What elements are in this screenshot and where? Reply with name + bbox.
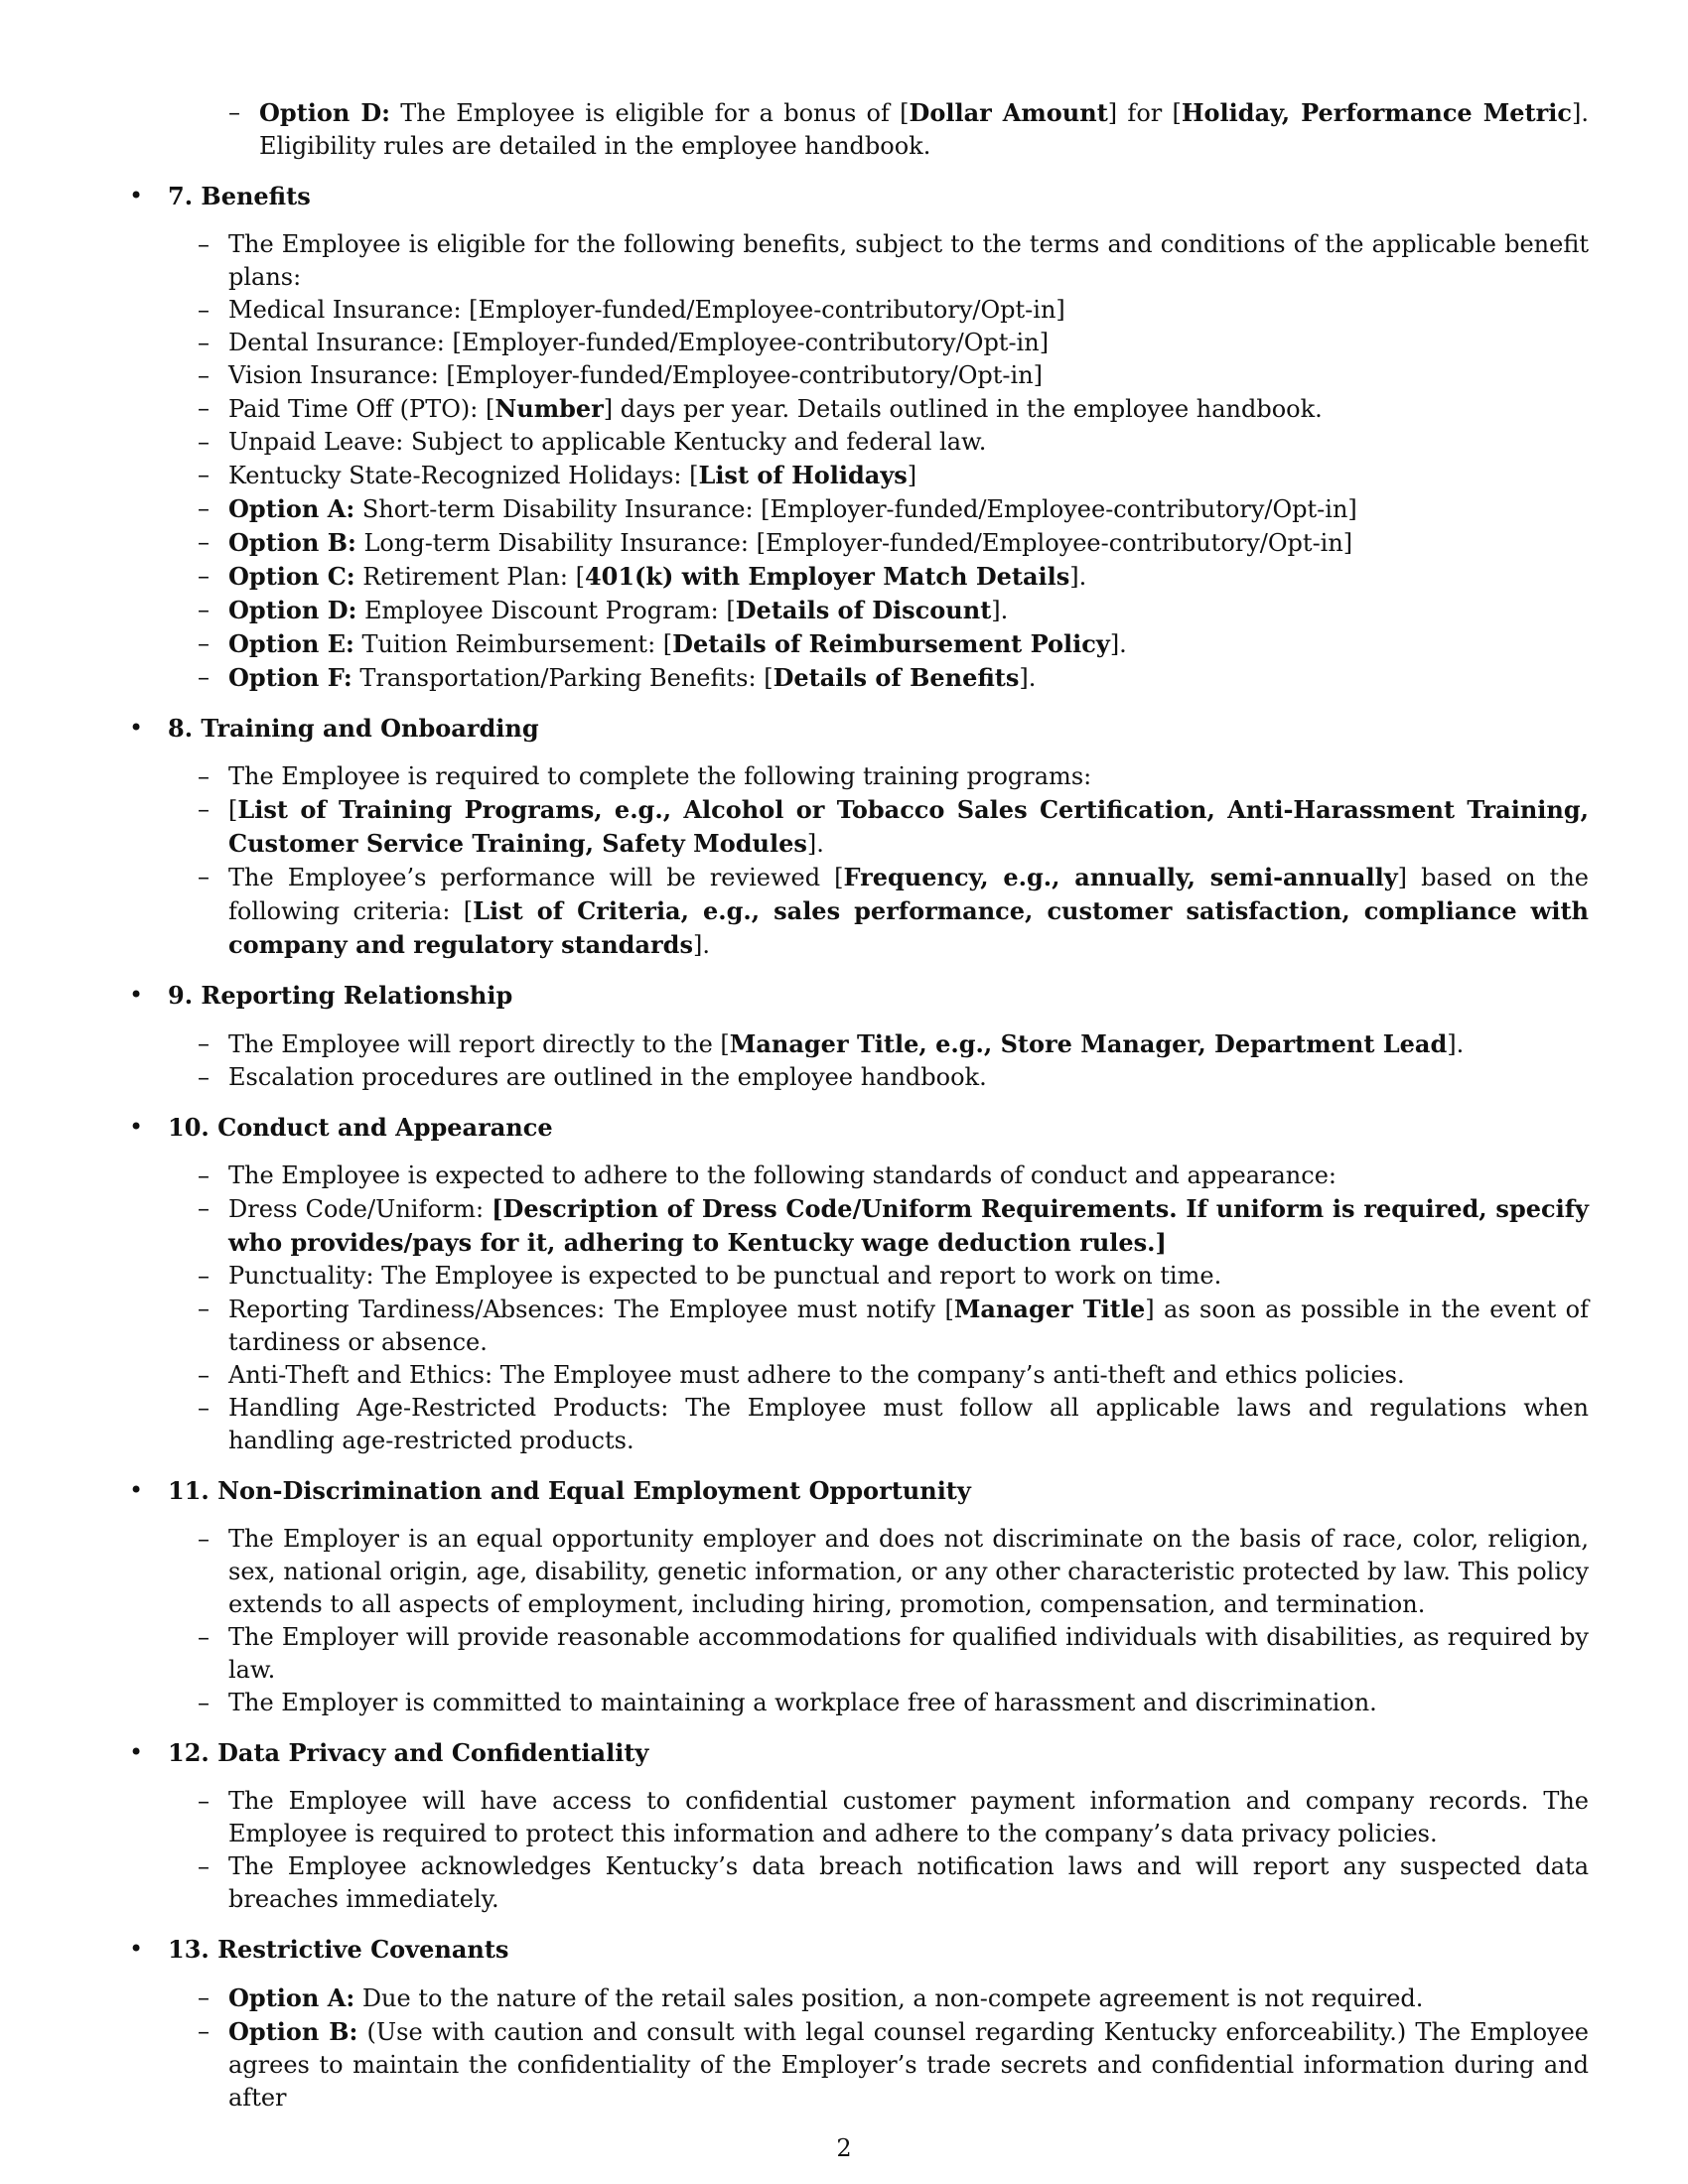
dash-marker: – xyxy=(198,2017,210,2045)
dash-marker: – xyxy=(198,1361,210,1389)
list-item-text xyxy=(228,861,1589,962)
bullet-marker: • xyxy=(129,1113,144,1141)
dash-marker: – xyxy=(198,494,210,522)
list-item-text xyxy=(228,426,1589,459)
text-run: Paid Time Off (PTO): [ xyxy=(228,395,495,423)
text-run: Transportation/Parking Benefits: [ xyxy=(352,664,774,692)
list-item-text xyxy=(228,526,1589,560)
text-run: Reporting Tardiness/Absences: The Employee must notify [ xyxy=(228,1296,954,1323)
list-item xyxy=(198,1061,1589,1094)
section-heading xyxy=(129,1933,1589,1966)
text-run: Kentucky State-Recognized Holidays: [ xyxy=(228,462,699,489)
text-run: Unpaid Leave: Subject to applicable Kentucky and federal law. xyxy=(228,428,987,456)
dash-marker: – xyxy=(198,1063,210,1091)
dash-marker: – xyxy=(198,629,210,657)
list-item-text xyxy=(228,327,1589,359)
bold-text-run: Option F: xyxy=(228,663,352,692)
bold-text-run: Option E: xyxy=(228,629,354,658)
list-item-text xyxy=(228,1192,1589,1260)
dash-marker: – xyxy=(198,528,210,556)
bold-text-run: Number xyxy=(494,394,604,423)
dash-marker: – xyxy=(198,762,210,790)
section-heading-text: 10. Conduct and Appearance xyxy=(168,1113,553,1142)
text-run: [ xyxy=(228,796,238,824)
text-run: The Employee’s performance will be reviewed [ xyxy=(228,864,844,891)
list-item xyxy=(198,1850,1589,1916)
list-item xyxy=(198,2015,1589,2115)
list-item xyxy=(198,526,1589,560)
section-heading xyxy=(129,979,1589,1012)
section-item-list xyxy=(198,1027,1589,1094)
bold-text-run: Details of Discount xyxy=(735,596,992,624)
section-heading-text: 9. Reporting Relationship xyxy=(168,981,513,1010)
list-item xyxy=(198,594,1589,627)
text-run: ] days per year. Details outlined in the employee handbook. xyxy=(603,395,1323,423)
bullet-marker: • xyxy=(129,182,144,209)
list-item-text xyxy=(228,1027,1589,1061)
section-item-list xyxy=(198,760,1589,962)
dash-marker: – xyxy=(198,230,210,258)
list-item-text xyxy=(228,560,1589,594)
list-item xyxy=(198,1293,1589,1359)
list-item xyxy=(198,1392,1589,1457)
bold-text-run: Option B: xyxy=(228,528,356,557)
list-item-text xyxy=(228,2015,1589,2115)
section-heading-text: 7. Benefits xyxy=(168,182,311,210)
section-heading xyxy=(129,180,1589,212)
list-item-text xyxy=(228,459,1589,492)
list-item xyxy=(198,1621,1589,1687)
list-item xyxy=(198,861,1589,962)
text-run: Handling Age-Restricted Products: The Employee must follow all applicable laws and regulations when handling age-restricted products. xyxy=(228,1394,1589,1454)
text-run: Punctuality: The Employee is expected to be punctual and report to work on time. xyxy=(228,1262,1222,1290)
continued-option-item xyxy=(228,96,1589,163)
list-item-text xyxy=(228,1850,1589,1916)
section-heading-text: 8. Training and Onboarding xyxy=(168,714,539,743)
bullet-marker: • xyxy=(129,1935,144,1963)
text-run: ] for [ xyxy=(1107,99,1182,127)
text-run: Tuition Reimbursement: [ xyxy=(353,630,673,658)
section-heading xyxy=(129,712,1589,745)
text-run: ]. xyxy=(1447,1030,1465,1058)
list-item-text xyxy=(228,1981,1589,2015)
section xyxy=(129,979,1589,1094)
list-item xyxy=(198,492,1589,526)
dash-marker: – xyxy=(198,1161,210,1189)
section-item-list xyxy=(198,1785,1589,1916)
list-item-text xyxy=(228,760,1589,793)
text-run: ]. xyxy=(991,597,1009,624)
section-item-list xyxy=(198,1523,1589,1719)
list-item xyxy=(198,793,1589,861)
page-number: 2 xyxy=(836,2134,852,2162)
text-run: The Employer will provide reasonable accommodations for qualified individuals with disabilities, as required by law. xyxy=(228,1623,1589,1684)
bold-text-run: Dollar Amount xyxy=(909,98,1108,127)
sections-list xyxy=(129,180,1589,2115)
text-run: ] based on the following criteria: [ xyxy=(228,864,1589,925)
list-item xyxy=(198,294,1589,327)
text-run: ]. Eligibility rules are detailed in the employee handbook. xyxy=(259,99,1589,160)
dash-marker: – xyxy=(198,562,210,590)
list-item-text xyxy=(228,627,1589,661)
page-content xyxy=(129,96,1589,2115)
text-run: Retirement Plan: [ xyxy=(354,563,585,591)
section-heading xyxy=(129,1474,1589,1507)
list-item-text xyxy=(228,1392,1589,1457)
dash-marker: – xyxy=(198,1394,210,1422)
list-item-text xyxy=(228,661,1589,695)
list-item xyxy=(228,96,1589,163)
dash-marker: – xyxy=(198,361,210,389)
dash-marker: – xyxy=(198,863,210,890)
list-item-text xyxy=(228,1359,1589,1392)
section xyxy=(129,1474,1589,1719)
dash-marker: – xyxy=(198,1852,210,1880)
section-heading xyxy=(129,1736,1589,1769)
list-item xyxy=(198,627,1589,661)
list-item-text xyxy=(228,594,1589,627)
section xyxy=(129,712,1589,962)
list-item-text xyxy=(228,492,1589,526)
list-item xyxy=(198,228,1589,294)
text-run: ]. xyxy=(1019,664,1037,692)
list-item xyxy=(198,1359,1589,1392)
dash-marker: – xyxy=(198,1194,210,1222)
bold-text-run: Option A: xyxy=(228,494,355,523)
bold-text-run: List of Criteria, e.g., sales performance, customer satisfaction, compliance with company and regulatory standards xyxy=(228,896,1589,959)
list-item-text xyxy=(228,392,1589,426)
section-heading-text: 13. Restrictive Covenants xyxy=(168,1935,509,1964)
list-item-text xyxy=(259,96,1589,163)
bold-text-run: Details of Benefits xyxy=(773,663,1020,692)
bold-text-run: Frequency, e.g., annually, semi-annually xyxy=(843,863,1398,891)
text-run: The Employee is eligible for the following benefits, subject to the terms and conditions of the applicable benefit plans: xyxy=(228,230,1589,291)
text-run: Dress Code/Uniform: xyxy=(228,1195,492,1223)
dash-marker: – xyxy=(198,1787,210,1815)
list-item-text xyxy=(228,1160,1589,1192)
text-run: ] as soon as possible in the event of tardiness or absence. xyxy=(228,1296,1589,1356)
bold-text-run: Option D: xyxy=(228,596,357,624)
text-run: Short-term Disability Insurance: [Employer-funded/Employee-contributory/Opt-in] xyxy=(354,495,1357,523)
section-item-list xyxy=(198,1981,1589,2115)
text-run: Dental Insurance: [Employer-funded/Employee-contributory/Opt-in] xyxy=(228,329,1050,356)
bold-text-run: [Description of Dress Code/Uniform Requirements. If uniform is required, specify who provides/pays for it, adhering to Kentucky wage deduction rules.] xyxy=(228,1194,1589,1257)
list-item xyxy=(198,392,1589,426)
dash-marker: – xyxy=(198,1262,210,1290)
text-run: The Employee is expected to adhere to the following standards of conduct and appearance: xyxy=(228,1161,1336,1189)
list-item xyxy=(198,426,1589,459)
list-item-text xyxy=(228,1523,1589,1621)
bold-text-run: Option C: xyxy=(228,562,355,591)
section xyxy=(129,1933,1589,2115)
bold-text-run: Option D: xyxy=(259,98,391,127)
bullet-marker: • xyxy=(129,1476,144,1504)
list-item-text xyxy=(228,793,1589,861)
bold-text-run: Holiday, Performance Metric xyxy=(1181,98,1572,127)
dash-marker: – xyxy=(198,1983,210,2011)
list-item-text xyxy=(228,1621,1589,1687)
dash-marker: – xyxy=(198,1689,210,1716)
list-item-text xyxy=(228,1785,1589,1850)
dash-marker: – xyxy=(198,1029,210,1057)
dash-marker: – xyxy=(198,428,210,456)
bullet-marker: • xyxy=(129,981,144,1009)
section xyxy=(129,180,1589,695)
bold-text-run: List of Training Programs, e.g., Alcohol or Tobacco Sales Certification, Anti-Harassment Training, Customer Service Training, Safety Modules xyxy=(228,795,1589,858)
section-heading-text: 12. Data Privacy and Confidentiality xyxy=(168,1738,649,1767)
text-run: The Employee will report directly to the [ xyxy=(228,1030,730,1058)
list-item-text xyxy=(228,1061,1589,1094)
list-item xyxy=(198,1687,1589,1719)
dash-marker: – xyxy=(198,394,210,422)
list-item xyxy=(198,760,1589,793)
list-item xyxy=(198,1260,1589,1293)
bullet-marker: • xyxy=(129,714,144,742)
dash-marker: – xyxy=(198,1525,210,1553)
list-item xyxy=(198,661,1589,695)
bold-text-run: Details of Reimbursement Policy xyxy=(672,629,1110,658)
dash-marker: – xyxy=(228,98,240,126)
text-run: The Employee is eligible for a bonus of [ xyxy=(390,99,910,127)
section-heading xyxy=(129,1111,1589,1144)
text-run: Anti-Theft and Ethics: The Employee must adhere to the company’s anti-theft and ethics policies. xyxy=(228,1361,1405,1389)
text-run: Escalation procedures are outlined in the employee handbook. xyxy=(228,1063,987,1091)
dash-marker: – xyxy=(198,663,210,691)
list-item xyxy=(198,1981,1589,2015)
text-run: The Employee will have access to confidential customer payment information and company records. The Employee is required to protect this information and adhere to the company’s data privacy policies. xyxy=(228,1787,1589,1847)
bullet-marker: • xyxy=(129,1738,144,1766)
bold-text-run: Manager Title, e.g., Store Manager, Department Lead xyxy=(729,1029,1448,1058)
dash-marker: – xyxy=(198,461,210,488)
section xyxy=(129,1111,1589,1457)
list-item xyxy=(198,327,1589,359)
bold-text-run: Option A: xyxy=(228,1983,355,2012)
section-item-list xyxy=(198,1160,1589,1457)
text-run: Due to the nature of the retail sales position, a non-compete agreement is not required. xyxy=(354,1984,1424,2012)
list-item xyxy=(198,1523,1589,1621)
bold-text-run: Option B: xyxy=(228,2017,358,2046)
bold-text-run: 401(k) with Employer Match Details xyxy=(584,562,1070,591)
list-item-text xyxy=(228,1687,1589,1719)
dash-marker: – xyxy=(198,1623,210,1651)
text-run: Employee Discount Program: [ xyxy=(356,597,736,624)
bold-text-run: Manager Title xyxy=(953,1295,1146,1323)
list-item xyxy=(198,560,1589,594)
list-item-text xyxy=(228,228,1589,294)
list-item-text xyxy=(228,1293,1589,1359)
list-item-text xyxy=(228,1260,1589,1293)
text-run: ]. xyxy=(806,830,824,858)
list-item xyxy=(198,359,1589,392)
text-run: The Employer is an equal opportunity employer and does not discriminate on the basis of race, color, religion, sex, national origin, age, disability, genetic information, or any other characteristic protected by law. This policy extends to all aspects of employment, including hiring, promotion, compensation, and termination. xyxy=(228,1525,1589,1618)
text-run: The Employee acknowledges Kentucky’s data breach notification laws and will report any suspected data breaches immediately. xyxy=(228,1852,1589,1913)
section xyxy=(129,1736,1589,1916)
text-run: The Employer is committed to maintaining a workplace free of harassment and discrimination. xyxy=(228,1689,1377,1716)
text-run: ]. xyxy=(1069,563,1087,591)
list-item xyxy=(198,1027,1589,1061)
dash-marker: – xyxy=(198,329,210,356)
dash-marker: – xyxy=(198,596,210,623)
text-run: The Employee is required to complete the following training programs: xyxy=(228,762,1092,790)
text-run: (Use with caution and consult with legal counsel regarding Kentucky enforceability.) The Employee agrees to maintain the confidentiality of the Employer’s trade secrets and confidential information during and after xyxy=(228,2018,1589,2112)
bold-text-run: List of Holidays xyxy=(698,461,908,489)
list-item xyxy=(198,1192,1589,1260)
text-run: Medical Insurance: [Employer-funded/Employee-contributory/Opt-in] xyxy=(228,296,1065,324)
text-run: Vision Insurance: [Employer-funded/Employee-contributory/Opt-in] xyxy=(228,361,1044,389)
section-item-list xyxy=(198,228,1589,695)
section-heading-text: 11. Non-Discrimination and Equal Employment Opportunity xyxy=(168,1476,971,1505)
dash-marker: – xyxy=(198,795,210,823)
list-item-text xyxy=(228,359,1589,392)
text-run: ]. xyxy=(1109,630,1127,658)
text-run: ]. xyxy=(692,931,710,959)
dash-marker: – xyxy=(198,296,210,324)
list-item-text xyxy=(228,294,1589,327)
dash-marker: – xyxy=(198,1295,210,1322)
list-item xyxy=(198,459,1589,492)
list-item xyxy=(198,1785,1589,1850)
list-item xyxy=(198,1160,1589,1192)
text-run: Long-term Disability Insurance: [Employer-funded/Employee-contributory/Opt-in] xyxy=(355,529,1353,557)
text-run: ] xyxy=(907,462,917,489)
